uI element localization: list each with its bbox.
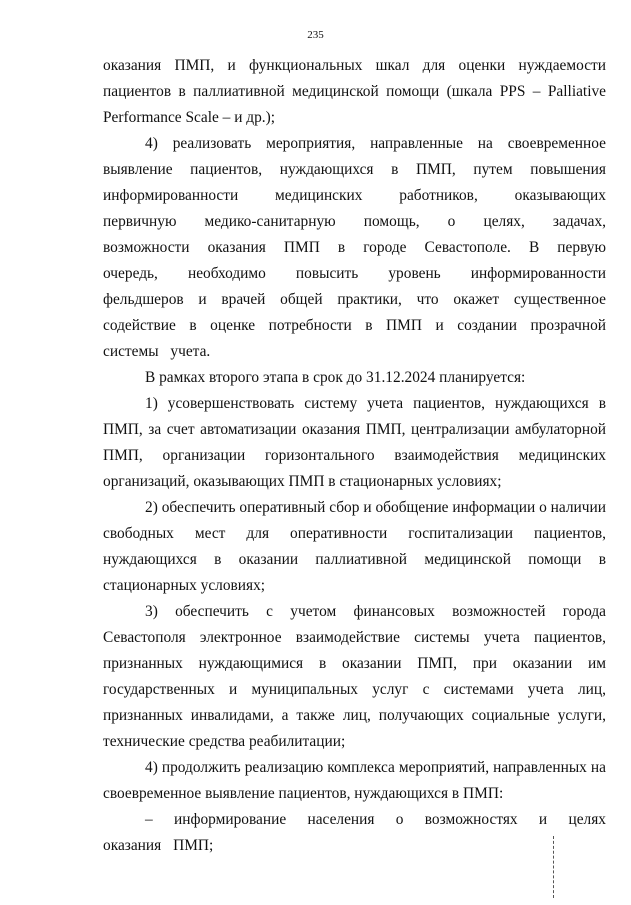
paragraph-dash-informing: – информирование населения о возможностях и целях оказания ПМП; [103, 811, 606, 854]
document-body [103, 53, 606, 859]
scan-edge-mark [553, 836, 554, 898]
page-number: 235 [307, 29, 324, 41]
paragraph-pps-scale: оказания ПМП, и функциональных шкал для оценки нуждаемости пациентов в паллиативной медицинской помощи (шкала PPS – Palliative Performance Scale – и др.); [103, 57, 606, 126]
paragraph-item-1-stage-2: 1) усовершенствовать систему учета пациентов, нуждающихся в ПМП, за счет автоматизации оказания ПМП, централизации амбулаторной ПМП, организации горизонтального взаимодействия медицинских организаций, оказывающих ПМП в стационарных условиях; [103, 395, 606, 490]
paragraph-item-4-stage-2: 4) продолжить реализацию комплекса мероприятий, направленных на своевременное выявление пациентов, нуждающихся в ПМП: [103, 759, 606, 802]
paragraph-item-4-stage-1: 4) реализовать мероприятия, направленные на своевременное выявление пациентов, нуждающихся в ПМП, путем повышения информированности медицинских работников, оказывающих первичную медико-санитарную помощь, о целях, задачах, возможности оказания ПМП в городе Севастополе. В первую очередь, необходимо повысить уровень информированности фельдшеров и врачей общей практики, что окажет существенное содействие в оценке потребности в ПМП и создании прозрачной системы учета. [103, 135, 606, 360]
paragraph-item-2-stage-2: 2) обеспечить оперативный сбор и обобщение информации о наличии свободных мест для оперативности госпитализации пациентов, нуждающихся в оказании паллиативной медицинской помощи в стационарных условиях; [103, 499, 606, 594]
paragraph-item-3-stage-2: 3) обеспечить с учетом финансовых возможностей города Севастополя электронное взаимодействие системы учета пациентов, признанных нуждающимися в оказании ПМП, при оказании им государственных и муниципальных услуг с системами учета лиц, признанных инвалидами, а также лиц, получающих социальные услуги, технические средства реабилитации; [103, 603, 606, 750]
paragraph-stage-2-intro: В рамках второго этапа в срок до 31.12.2024 планируется: [145, 369, 526, 386]
